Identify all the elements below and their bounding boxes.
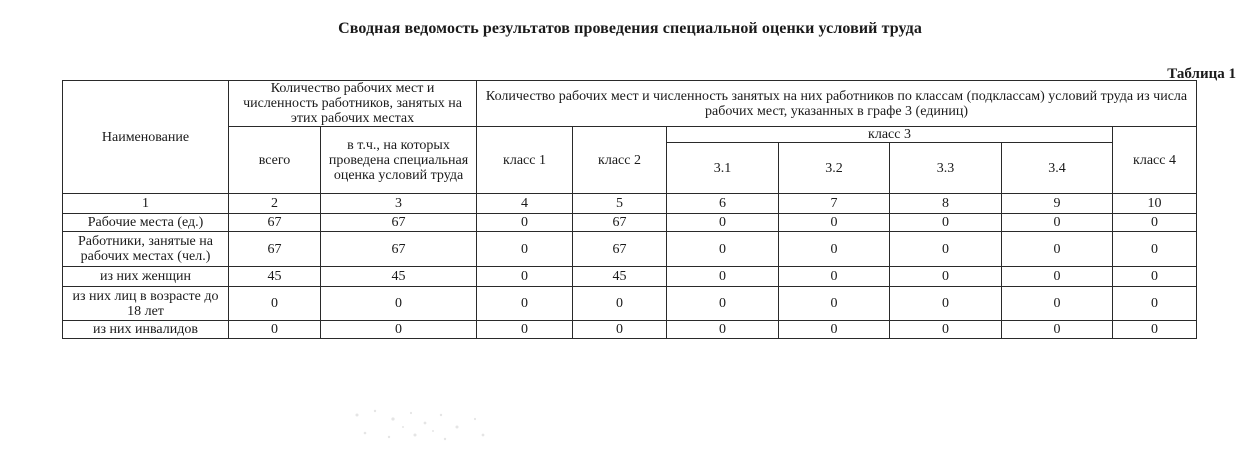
column-number: 10	[1113, 194, 1197, 214]
table-cell: 0	[477, 321, 573, 339]
table-cell: 0	[229, 287, 321, 321]
row-label: из них инвалидов	[63, 321, 229, 339]
header-class-3: класс 3	[667, 127, 1113, 143]
table-cell: 67	[321, 214, 477, 232]
table-cell: 0	[1113, 214, 1197, 232]
table-cell: 0	[477, 287, 573, 321]
table-cell: 0	[667, 267, 779, 287]
row-label: из них лиц в возрасте до 18 лет	[63, 287, 229, 321]
table-row	[63, 232, 1197, 267]
table-cell: 0	[321, 287, 477, 321]
column-number: 6	[667, 194, 779, 214]
table-cell: 0	[1002, 321, 1113, 339]
table-cell: 0	[1113, 321, 1197, 339]
header-assessed: в т.ч., на которых проведена специальная оценка условий труда	[321, 127, 477, 194]
table-cell: 0	[890, 232, 1002, 267]
table-cell: 45	[321, 267, 477, 287]
table-row	[63, 267, 1197, 287]
table-cell: 0	[573, 321, 667, 339]
document-title: Сводная ведомость результатов проведения специальной оценки условий труда	[338, 20, 922, 37]
table-cell: 0	[667, 214, 779, 232]
table-cell: 45	[573, 267, 667, 287]
header-subclass-3-2: 3.2	[779, 143, 890, 194]
table-cell: 45	[229, 267, 321, 287]
column-number: 5	[573, 194, 667, 214]
header-subclass-3-1: 3.1	[667, 143, 779, 194]
table-cell: 0	[890, 267, 1002, 287]
header-subclass-3-3: 3.3	[890, 143, 1002, 194]
table-cell: 0	[1113, 267, 1197, 287]
column-number: 7	[779, 194, 890, 214]
table-cell: 67	[229, 232, 321, 267]
column-number: 8	[890, 194, 1002, 214]
table-cell: 0	[667, 321, 779, 339]
table-cell: 0	[667, 232, 779, 267]
table-cell: 0	[779, 214, 890, 232]
table-cell: 0	[477, 232, 573, 267]
table-label: Таблица 1	[1167, 66, 1236, 82]
header-classes-group: Количество рабочих мест и численность занятых на них работников по классам (подклассам) условий труда из числа рабочих мест, указанных в графе 3 (единиц)	[477, 81, 1197, 127]
table-row	[63, 321, 1197, 339]
row-label: Рабочие места (ед.)	[63, 214, 229, 232]
table-row	[63, 287, 1197, 321]
column-number: 1	[63, 194, 229, 214]
faded-stamp-mark	[345, 405, 495, 445]
summary-table	[62, 80, 1197, 339]
table-cell: 0	[1002, 267, 1113, 287]
column-number: 4	[477, 194, 573, 214]
table-cell: 67	[229, 214, 321, 232]
table-cell: 67	[573, 232, 667, 267]
header-name: Наименование	[63, 81, 229, 194]
row-label: Работники, занятые на рабочих местах (чел.)	[63, 232, 229, 267]
table-cell: 0	[890, 287, 1002, 321]
column-number: 9	[1002, 194, 1113, 214]
column-numbers-row	[63, 194, 1197, 214]
table-cell: 0	[1113, 287, 1197, 321]
table-cell: 0	[1113, 232, 1197, 267]
header-workplaces-group: Количество рабочих мест и численность работников, занятых на этих рабочих местах	[229, 81, 477, 127]
table-cell: 0	[1002, 214, 1113, 232]
table-cell: 0	[229, 321, 321, 339]
table-cell: 0	[1002, 287, 1113, 321]
column-number: 2	[229, 194, 321, 214]
table-cell: 0	[321, 321, 477, 339]
column-number: 3	[321, 194, 477, 214]
table-cell: 0	[779, 267, 890, 287]
table-cell: 0	[1002, 232, 1113, 267]
table-cell: 0	[477, 214, 573, 232]
table-cell: 0	[779, 232, 890, 267]
row-label: из них женщин	[63, 267, 229, 287]
table-cell: 0	[779, 321, 890, 339]
table-cell: 0	[667, 287, 779, 321]
header-class-2: класс 2	[573, 127, 667, 194]
header-total: всего	[229, 127, 321, 194]
table-cell: 67	[573, 214, 667, 232]
table-cell: 0	[890, 321, 1002, 339]
header-class-1: класс 1	[477, 127, 573, 194]
header-row-2	[63, 127, 1197, 143]
header-subclass-3-4: 3.4	[1002, 143, 1113, 194]
header-class-4: класс 4	[1113, 127, 1197, 194]
table-cell: 0	[573, 287, 667, 321]
table-row	[63, 214, 1197, 232]
table-cell: 67	[321, 232, 477, 267]
header-row-1	[63, 81, 1197, 127]
table-cell: 0	[890, 214, 1002, 232]
table-cell: 0	[477, 267, 573, 287]
table-cell: 0	[779, 287, 890, 321]
